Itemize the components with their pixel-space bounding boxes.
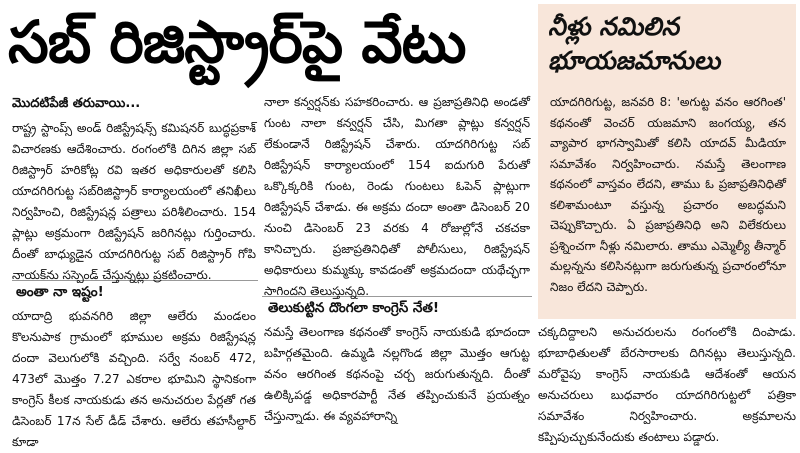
headline: సబ్ రిజిస్ట్రార్‌పై వేటు: [8, 8, 466, 76]
sidebar-box: [538, 4, 796, 319]
column-2-subhead: తెలుకుట్టిన దొంగలా కాంగ్రెస్ నేత!: [268, 300, 440, 316]
column-2-paragraph: నాలా కన్వర్షన్‌కు సహకరించారు. ఆ ప్రజాప్రతినిధి అండతో గుంట నాలా కన్వర్షన్ చేసి, మిగతా ప్లాట్లు కన్వర్షన్ లేకుండానే రిజిస్ట్రేషన్ చేశారు. యాదగిరిగుట్ట సబ్ రిజిస్ట్రేషన్ కార్యాలయంలో 154 ఐదుగురి పేరుతో ఒక్కొక్కరికి గుంట, రెండు గుంటలు ఓపెన్ ప్లాట్లుగా రిజిస్ట్రేషన్ చేశాడు. ఈ అక్రమ దందా అంతా డిసెంబర్ 20 నుంచి డిసెంబర్ 23 వరకు 4 రోజుల్లోనే చకచకా కానిచ్చారు. ప్రజాప్రతినిధితో పోలీసులు, రిజిస్ట్రేషన్ అధికారులు కుమ్మక్కు కావడంతో అక్రమదందా యథేచ్ఛగా సాగిందని తెలుస్తున్నది.: [264, 95, 530, 298]
column-3-paragraph: చక్కదిద్దాలని అనుచరులను రంగంలోకి దింపాడు. భూబాధితులతో బేరసారాలకు దిగినట్లు తెలుస్తున్నది. మరోవైపు కాంగ్రెస్ నాయకుడి ఆదేశంతో ఆయన అనుచరులు బుధవారం యాదగిరిగుట్టలో పత్రికా సమావేశం నిర్వహించారు. అక్రమాలను కప్పిపుచ్చుకునేందుకు తంటాలు పడ్డారు.: [538, 325, 796, 444]
column-1-paragraph-2: యాదాద్రి భువనగిరి జిల్లా ఆలేరు మండలం కొలనుపాక గ్రామంలో భూముల అక్రమ రిజిస్ట్రేషన్ల దందా వెలుగులోకి వచ్చింది. సర్వే నంబర్ 472, 473లో మొత్తం 7.27 ఎకరాల భూమిని స్థానికంగా కాంగ్రెస్ కీలక నాయకుడు తన అనుచరుల పేర్లతో గత డిసెంబర్ 17న సేల్ డీడ్ చేశారు. ఆలేరు తహసీల్దార్ కూడా: [12, 309, 256, 449]
column-1-subhead: అంతా నా ఇష్టం!: [16, 284, 104, 300]
column-1-paragraph: రాష్ట్ర స్టాంప్స్ అండ్ రిజిస్ట్రేషన్స్ కమిషనర్ బుద్ధప్రకాశ్ విచారణకు ఆదేశించారు. రంగంలోకి దిగిన జిల్లా సబ్ రిజిస్ట్రార్ హరికోట్ల రవి ఇతర అధికారులతో కలిసి యాదగిరిగుట్ట సబ్‌రిజిస్ట్రార్ కార్యాలయంలో తనిఖీలు నిర్వహించి, రిజిస్ట్రేషన్ల పత్రాలు పరిశీలించారు. 154 ప్లాట్లు అక్రమంగా రిజిస్ట్రేషన్ జరిగినట్లు గుర్తించారు. దీంతో బాధ్యుడైన యాదగిరిగుట్ట సబ్ రిజిస్ట్రార్ గోపి నాయక్‌ను సస్పెండ్ చేస్తున్నట్లు ప్రకటించారు.: [12, 121, 256, 282]
sidebar-text: యాదగిరిగుట్ట, జనవరి 8: 'అగుట్ట వనం ఆరగింత' కథనంతో వెంచర్ యజమాని జంగయ్య, తన వ్యాపార భాగస్వామితో కలిసి యాదవ్ మీడియా సమావేశం నిర్వహించారు. నమస్తే తెలంగాణ కథనంలో వాస్తవం లేదని, తాము ఓ ప్రజాప్రతినిధితో కలిశామంటూ వస్తున్న ప్రచారం అబద్ధమని చెప్పుకొచ్చారు. ఏ ప్రజాప్రతినిధి అని విలేకరులు ప్రశ్నించగా నీళ్లు నమిలారు. తాము ఎమ్మెల్యీ తీన్మార్ మల్లన్నను కలిసినట్లుగా జరుగుతున్న ప్రచారంలోనూ నిజం లేదని చెప్పారు.: [550, 95, 786, 294]
continued-label: మొదటిపేజీ తరువాయి...: [12, 96, 141, 111]
sidebar-title: నీళ్లు నమిలిన భూయజమానులు: [548, 12, 721, 75]
column-2-paragraph-2: నమస్తే తెలంగాణ కథనంతో కాంగ్రెస్ నాయకుడి భూదందా బహిర్గతమైంది. ఉమ్మడి నల్లగొండ జిల్లా మొత్తం ఆగుట్ట వనం ఆరగింత కథనంపై చర్చ జరుగుతున్నది. దీంతో ఉలిక్కిపడ్డ అధికారపార్టీ నేత తప్పించుకునే ప్రయత్నం చేస్తున్నాడు. ఈ వ్యవహారాన్ని: [264, 325, 530, 423]
